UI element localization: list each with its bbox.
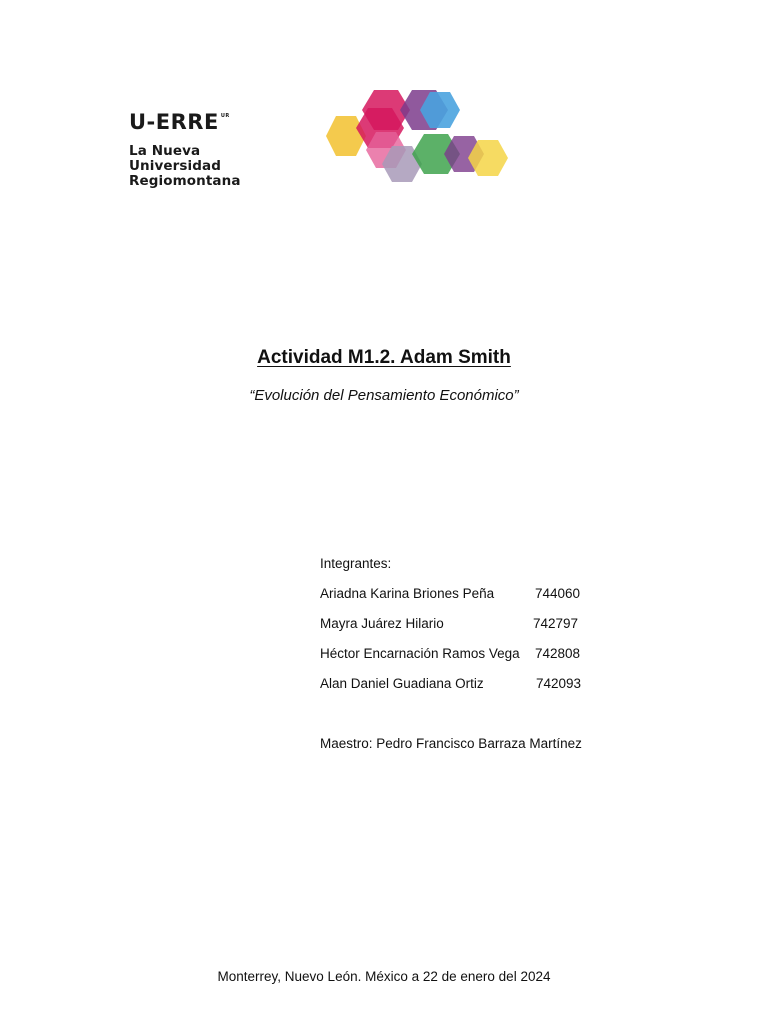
member-id: 742808 [535,646,581,661]
teacher-name: Maestro: Pedro Francisco Barraza Martínez [320,736,582,751]
member-name: Mayra Juárez Hilario [320,616,444,631]
member-id: 742093 [536,676,582,691]
university-logo-text [129,112,241,189]
university-name-line: Universidad [129,158,222,174]
document-subtitle: “Evolución del Pensamiento Económico” [249,387,519,404]
university-name-line: La Nueva [129,143,201,159]
brand-mark [129,112,241,133]
team-member [320,586,581,604]
member-id: 744060 [535,586,581,601]
team-member [320,616,579,634]
member-name: Héctor Encarnación Ramos Vega [320,646,520,661]
team-list [320,556,582,694]
university-name [129,144,241,189]
brand-name: U-ERRE [129,110,219,134]
university-name-line: Regiomontana [129,173,241,189]
member-name: Alan Daniel Guadiana Ortiz [320,676,484,691]
team-heading: Integrantes: [320,556,392,571]
hexagon-logo-graphic [322,88,512,184]
trademark: UR [220,113,230,119]
document-title: Actividad M1.2. Adam Smith [257,347,511,368]
team-member [320,676,582,694]
member-id: 742797 [533,616,579,631]
team-member [320,646,581,664]
place-and-date: Monterrey, Nuevo León. México a 22 de enero del 2024 [217,969,551,984]
member-name: Ariadna Karina Briones Peña [320,586,495,601]
